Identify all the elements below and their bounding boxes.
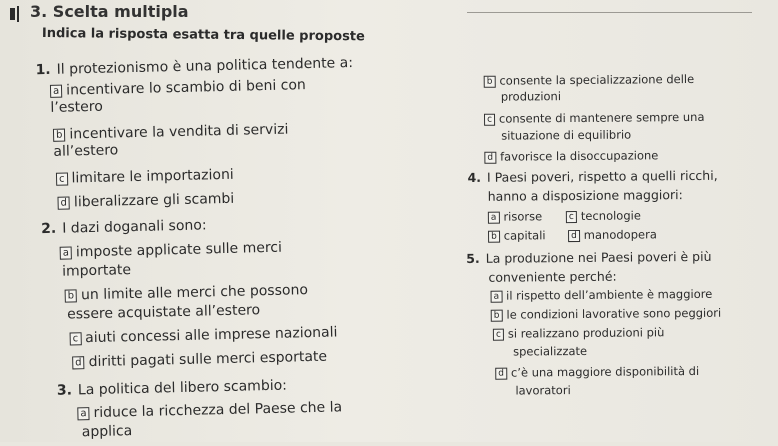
q5-option-d[interactable] (495, 364, 699, 380)
q3-option-d[interactable] (484, 148, 658, 164)
question-4 (467, 168, 717, 185)
question-5 (466, 249, 711, 266)
option-text: riduce la ricchezza del Paese che la (93, 399, 343, 421)
option-letter: d (495, 368, 507, 380)
option-letter: a (491, 291, 503, 303)
option-letter: b (65, 289, 78, 302)
option-text: le condizioni lavorative sono peggiori (506, 305, 722, 322)
option-text: si realizzano produzioni più (507, 325, 665, 341)
question-4-text: I Paesi poveri, rispetto a quelli ricchi, (486, 167, 718, 185)
q3-option-b-cont: produzioni (500, 89, 562, 104)
option-letter: d (568, 230, 580, 242)
option-text: liberalizzare gli scambi (73, 190, 235, 211)
option-letter: d (57, 196, 70, 209)
question-2-text: I dazi doganali sono: (62, 217, 207, 237)
option-text: aiuti concessi alle imprese nazionali (85, 324, 338, 347)
question-5-number: 5. (466, 250, 480, 266)
option-letter: a (77, 407, 89, 420)
question-5-cont: conveniente perché: (488, 268, 617, 285)
q4-option-b[interactable] (488, 228, 546, 243)
option-letter: c (70, 332, 82, 345)
option-text: risorse (503, 209, 543, 224)
option-letter: b (53, 129, 66, 142)
section-number: 3. (30, 2, 48, 21)
q5-option-b[interactable] (491, 306, 722, 322)
q4-option-a[interactable] (488, 209, 542, 223)
option-text: manodopera (583, 227, 657, 242)
option-text: consente di mantenere sempre una (498, 109, 705, 126)
q4-option-c[interactable] (566, 208, 641, 223)
q3-option-b[interactable] (484, 72, 695, 88)
q1-option-b-cont: all’estero (53, 142, 119, 160)
option-letter: b (484, 76, 496, 88)
option-letter: b (491, 310, 503, 322)
option-text: c’è una maggiore disponibilità di (510, 363, 700, 380)
q2-option-b-cont: essere acquistate all’estero (66, 302, 261, 323)
q5-option-c-cont: specializzate (513, 343, 588, 359)
option-text: un limite alle merci che possono (80, 282, 309, 304)
option-text: il rispetto dell’ambiente è maggiore (506, 286, 713, 303)
option-text: incentivare la vendita di servizi (69, 121, 289, 143)
q1-option-a-cont: l’estero (50, 98, 104, 116)
option-letter: c (493, 329, 504, 341)
option-letter: c (484, 114, 495, 126)
section-title: Scelta multipla (52, 2, 189, 21)
option-letter: a (50, 85, 62, 98)
question-3-number: 3. (56, 382, 73, 399)
q5-option-d-cont: lavoratori (515, 383, 571, 398)
option-text: capitali (503, 228, 546, 243)
option-letter: d (484, 152, 496, 164)
question-1-text: Il protezionismo è una politica tendente a: (56, 55, 354, 78)
option-text: imposte applicate sulle merci (75, 239, 283, 261)
question-4-cont: hanno a disposizione maggiori: (487, 187, 683, 204)
q3-option-a-cont: applica (81, 423, 133, 441)
question-3-text: La politica del libero scambio: (77, 377, 288, 399)
q4-option-d[interactable] (568, 227, 657, 242)
option-text: limitare le importazioni (71, 166, 234, 187)
option-letter: c (56, 173, 68, 186)
question-5-text: La produzione nei Paesi poveri è più (485, 248, 712, 266)
option-letter: b (488, 231, 500, 243)
q5-option-c[interactable] (493, 325, 665, 340)
question-2-number: 2. (41, 220, 57, 238)
option-letter: a (488, 212, 500, 224)
q2-option-a-cont: importate (61, 262, 132, 280)
option-text: consente la specializzazione delle (499, 71, 695, 88)
instruction: Indica la risposta esatta tra quelle proposte (41, 26, 365, 45)
option-letter: c (566, 211, 577, 223)
option-letter: a (60, 246, 72, 259)
option-letter: d (72, 356, 85, 369)
question-1-number: 1. (35, 61, 51, 79)
option-text: incentivare lo scambio di beni con (66, 77, 307, 99)
option-text: favorisce la disoccupazione (500, 148, 659, 164)
question-4-number: 4. (467, 169, 482, 185)
q5-option-a[interactable] (491, 287, 713, 303)
option-text: diritti pagati sulle merci esportate (88, 348, 328, 371)
q3-option-c[interactable] (484, 110, 705, 126)
option-text: tecnologie (580, 208, 641, 223)
q3-option-c-cont: situazione di equilibrio (501, 127, 632, 143)
